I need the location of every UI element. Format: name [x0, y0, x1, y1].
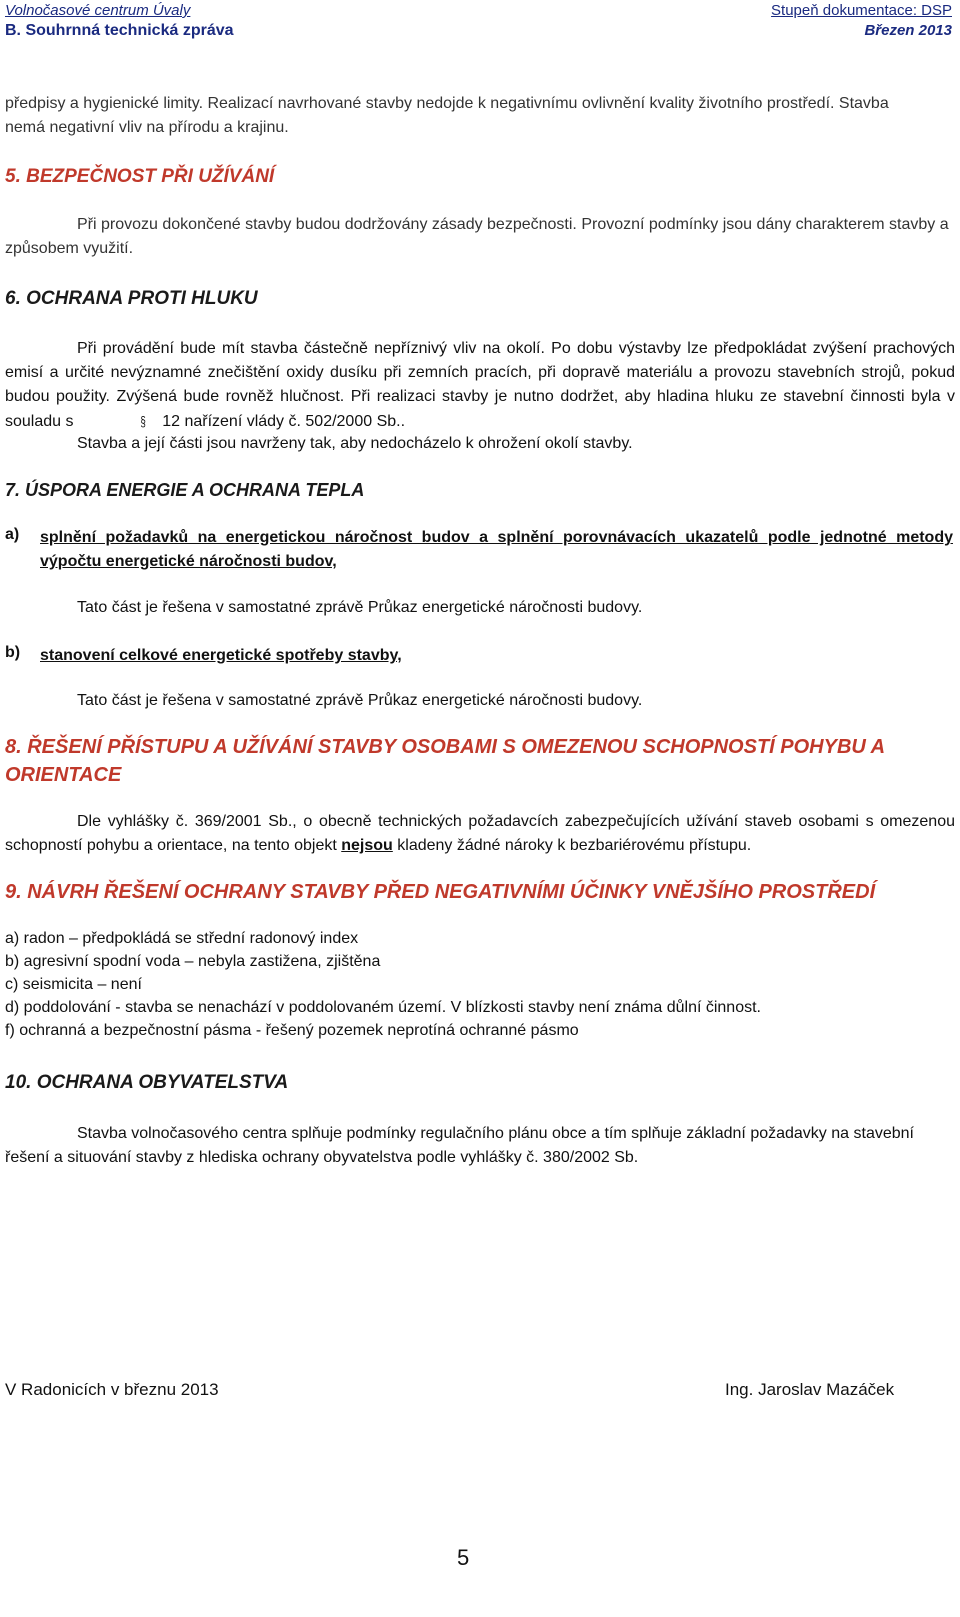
- section-9-item-c: c) seismicita – není: [5, 976, 142, 993]
- item-b-text: Tato část je řešena v samostatné zprávě Průkaz energetické náročnosti budovy.: [77, 692, 643, 709]
- section-10-text: Stavba volnočasového centra splňuje podmínky regulačního plánu obce a tím splňuje základní požadavky na stavební řešení a situování stavby z hlediska ochrany obyvatelstva podle vyhlášky č. 380/2002 Sb.: [5, 1125, 914, 1166]
- section-6-text-1-main: Při provádění bude mít stavba částečně nepříznivý vliv na okolí. Po dobu výstavby lze předpokládat zvýšení prachových emisí a určité nevýznamné znečištění oxidy dusíku při zemních pracích, při dopravě materiálu a provozu stavebních strojů, pokud budou použity. Zvýšená bude rovněž hlučnost. Při realizaci stavby je nutno dodržet, aby hladina hluku ze stavební činnosti byla v souladu s: [5, 340, 955, 430]
- section-6-text-1: [5, 337, 955, 434]
- header-doc-title: B. Souhrnná technická zpráva: [5, 22, 234, 39]
- paragraph-sign-icon: §: [140, 413, 146, 429]
- section-9-item-d: d) poddolování - stavba se nenachází v poddolovaném území. V blízkosti stavby není známa důlní činnost.: [5, 999, 761, 1016]
- page-header-top: [5, 2, 952, 19]
- section-9-item-b: b) agresivní spodní voda – nebyla zastižena, zjištěna: [5, 953, 381, 970]
- page-number: 5: [457, 1545, 470, 1570]
- section-5-text: Při provozu dokončené stavby budou dodržovány zásady bezpečnosti. Provozní podmínky jsou dány charakterem stavby a způsobem využití.: [5, 216, 949, 257]
- item-a-title: splnění požadavků na energetickou náročnost budov a splnění porovnávacích ukazatelů podle jednotné metody výpočtu energetické náročnosti budov,: [40, 529, 953, 570]
- section-9-item-a: a) radon – předpokládá se střední radonový index: [5, 930, 359, 947]
- section-10-heading: 10. OCHRANA OBYVATELSTVA: [5, 1072, 289, 1093]
- nejsou-emphasis: nejsou: [341, 837, 393, 854]
- section-7-heading: 7. ÚSPORA ENERGIE A OCHRANA TEPLA: [5, 480, 365, 500]
- section-8-heading-line-2: ORIENTACE: [5, 764, 122, 786]
- header-stage: Stupeň dokumentace: DSP: [771, 2, 952, 19]
- section-9-heading: 9. NÁVRH ŘEŠENÍ OCHRANY STAVBY PŘED NEGATIVNÍMI ÚČINKY VNĚJŠÍHO PROSTŘEDÍ: [5, 881, 876, 903]
- section-5-heading: 5. BEZPEČNOST PŘI UŽÍVÁNÍ: [5, 166, 275, 187]
- header-project: Volnočasové centrum Úvaly: [5, 2, 191, 19]
- item-b-label: b): [5, 644, 21, 661]
- section-8-text: Dle vyhlášky č. 369/2001 Sb., o obecně technických požadavcích zabezpečujících užívání staveb osobami s omezenou schopností pohybu a orientace, na tento objekt nejsou kladeny žádné nároky k bezbariérovému přístupu.: [5, 813, 955, 854]
- section-6-text-1-tail: 12 nařízení vlády č. 502/2000 Sb..: [162, 413, 406, 430]
- section-8-heading-line-1: 8. ŘEŠENÍ PŘÍSTUPU A UŽÍVÁNÍ STAVBY OSOBAMI S OMEZENOU SCHOPNOSTÍ POHYBU A: [5, 736, 886, 758]
- header-date: Březen 2013: [864, 22, 952, 39]
- place-and-date: V Radonicích v březnu 2013: [5, 1380, 219, 1399]
- item-a-label: a): [5, 526, 20, 543]
- intro-line-2: nemá negativní vliv na přírodu a krajinu.: [5, 119, 289, 136]
- item-b-title: stanovení celkové energetické spotřeby stavby,: [40, 647, 402, 664]
- section-6-heading: 6. OCHRANA PROTI HLUKU: [5, 288, 258, 309]
- section-6-text-2: Stavba a její části jsou navrženy tak, aby nedocházelo k ohrožení okolí stavby.: [77, 435, 633, 452]
- page-header-bottom: [5, 22, 952, 40]
- item-a-text: Tato část je řešena v samostatné zprávě Průkaz energetické náročnosti budovy.: [77, 599, 643, 616]
- section-9-item-f: f) ochranná a bezpečnostní pásma - řešený pozemek neprotíná ochranné pásmo: [5, 1022, 579, 1039]
- intro-line-1: předpisy a hygienické limity. Realizací navrhované stavby nedojde k negativnímu ovlivnění kvality životního prostředí. Stavba: [5, 95, 889, 112]
- author-signature: Ing. Jaroslav Mazáček: [725, 1380, 895, 1399]
